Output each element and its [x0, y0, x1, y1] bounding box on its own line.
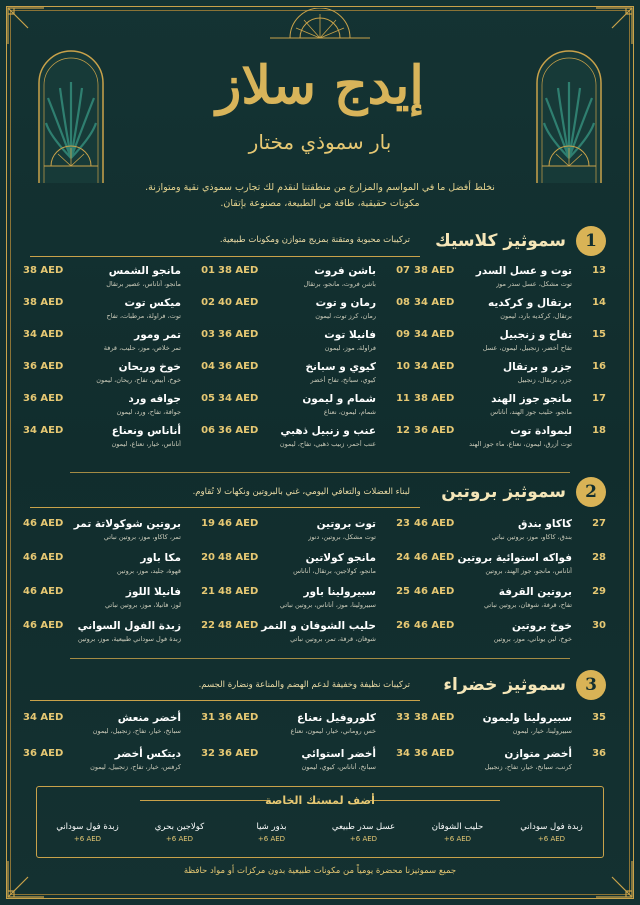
menu-item [23, 552, 215, 584]
menu-item [414, 425, 606, 457]
item-name: كاكاو بندق [518, 518, 572, 530]
item-description: جزر، برتقال، زنجبيل [517, 376, 572, 384]
item-price: 46 AED [23, 518, 64, 529]
menu-item [414, 297, 606, 329]
item-price: 34 AED [23, 712, 64, 723]
item-name: زبدة الفول السواني [77, 620, 181, 632]
menu-item [23, 329, 215, 361]
item-number: 13 [592, 265, 606, 276]
item-number: 22 [201, 620, 215, 631]
addon-price: +6 AED [165, 835, 194, 843]
item-name: مكا باور [140, 552, 181, 564]
corner-ornament-icon [594, 859, 634, 899]
item-number: 25 [396, 586, 410, 597]
item-description: تفاح أخضر، زنجبيل، ليمون، عسل [482, 344, 572, 352]
item-price: 38 AED [218, 265, 259, 276]
item-name: شمام و ليمون [302, 393, 376, 405]
section-rule [30, 700, 420, 701]
item-price: 36 AED [218, 425, 259, 436]
item-number: 11 [396, 393, 410, 404]
item-description: فراولة، موز، ليمون [324, 344, 376, 352]
item-name: خوخ بروتين [511, 620, 572, 632]
intro-text-line-2: مكونات حقيقية، طاقة من الطبيعة، مصنوعة بإتقان. [220, 198, 420, 209]
menu-item [23, 518, 215, 550]
item-name: أخضر متوازن [504, 748, 572, 760]
menu-item [218, 329, 410, 361]
menu-item [218, 712, 410, 744]
item-price: 46 AED [414, 620, 455, 631]
addon-name: زبدة فول سوداني [56, 822, 119, 832]
item-number: 17 [592, 393, 606, 404]
item-price: 46 AED [23, 552, 64, 563]
item-name: برتقال و كركديه [488, 297, 572, 309]
item-number: 30 [592, 620, 606, 631]
item-name: توت و عسل السدر [475, 265, 572, 277]
item-number: 09 [396, 329, 410, 340]
menu-item [414, 265, 606, 297]
section-title: سموثيز خضراء [443, 675, 566, 695]
section-description: تركيبات محبوبة ومتقنة بمزيج متوازن ومكونات طبيعية. [219, 235, 410, 245]
item-description: خوخ، لبن يوناني، موز، بروتين [493, 635, 572, 643]
item-price: 46 AED [23, 586, 64, 597]
item-description: خوخ، أبيض، تفاح، ريحان، ليمون [96, 376, 181, 384]
item-number: 04 [201, 361, 215, 372]
item-price: 34 AED [414, 361, 455, 372]
addon-item [45, 822, 130, 843]
item-description: كرنب، سبانخ، خيار، تفاح، زنجبيل [484, 763, 572, 771]
item-description: أناناس، مانجو، جوز الهند، بروتين [485, 567, 572, 575]
item-name: توت بروتين [316, 518, 376, 530]
section-number: 3 [576, 670, 606, 700]
item-description: عنب أحمر، زبيب ذهبي، تفاح، ليمون [279, 440, 376, 448]
addon-name: بذور شيا [256, 822, 287, 832]
addons-title: أضف لمستك الخاصة [265, 794, 375, 807]
item-name: فانيلا توت [324, 329, 376, 341]
menu-item [414, 712, 606, 744]
item-name: ليموادة توت [510, 425, 572, 437]
item-number: 20 [201, 552, 215, 563]
section-number: 1 [576, 226, 606, 256]
section-title: سموثيز بروتين [441, 482, 566, 502]
section-rule [30, 256, 420, 257]
item-name: أناناس ونعناع [111, 425, 181, 437]
item-description: جوافة، تفاح، ورد، ليمون [116, 408, 181, 416]
item-description: كيوي، سبانخ، تفاح أخضر [310, 376, 376, 384]
item-name: تمر ومور [134, 329, 181, 341]
addon-name: كولاجين بحري [154, 822, 205, 832]
item-name: عنب و زنبيل ذهبي [280, 425, 376, 437]
addon-price: +6 AED [257, 835, 286, 843]
item-name: جزر و برتقال [502, 361, 572, 373]
item-number: 33 [396, 712, 410, 723]
item-price: 36 AED [23, 393, 64, 404]
item-number: 31 [201, 712, 215, 723]
section-divider [70, 658, 570, 659]
menu-item [218, 552, 410, 584]
item-name: فانيلا اللوز [125, 586, 181, 598]
item-price: 38 AED [414, 393, 455, 404]
item-number: 36 [592, 748, 606, 759]
item-description: سبانخ، أناناس، كيوي، ليمون [301, 763, 376, 771]
section-title: سموثيز كلاسيك [435, 231, 566, 251]
menu-item [23, 393, 215, 425]
addon-price: +6 AED [73, 835, 102, 843]
menu-item [218, 393, 410, 425]
palm-arch-icon [534, 48, 604, 183]
item-name: بروتين القرفة [498, 586, 572, 598]
item-description: رمان، كرز توت، ليمون [315, 312, 376, 320]
item-number: 03 [201, 329, 215, 340]
item-description: سبيرولينا، خيار، ليمون [512, 727, 572, 735]
addon-item [509, 822, 594, 843]
item-price: 34 AED [23, 425, 64, 436]
item-price: 36 AED [23, 748, 64, 759]
footer-note: جميع سموثيزنا محضرة يومياً من مكونات طبيعية بدون مركزات أو مواد حافظة [183, 866, 457, 876]
item-number: 29 [592, 586, 606, 597]
item-price: 36 AED [218, 748, 259, 759]
item-number: 12 [396, 425, 410, 436]
item-number: 18 [592, 425, 606, 436]
item-number: 26 [396, 620, 410, 631]
item-price: 36 AED [218, 329, 259, 340]
item-description: سبانخ، خيار، تفاح، زنجبيل، ليمون [92, 727, 181, 735]
menu-item [414, 518, 606, 550]
menu-item [218, 361, 410, 393]
item-price: 36 AED [218, 712, 259, 723]
item-price: 38 AED [23, 265, 64, 276]
item-price: 46 AED [414, 518, 455, 529]
item-description: توت مشكل، بروتين، دنوز [308, 533, 376, 541]
item-number: 07 [396, 265, 410, 276]
menu-item [414, 329, 606, 361]
item-name: مانجو جوز الهند [491, 393, 572, 405]
item-number: 28 [592, 552, 606, 563]
item-description: توت مشكل، عسل سدر موز [495, 280, 572, 288]
item-name: ميكس توت [124, 297, 181, 309]
item-description: برتقال، كركديه بارد، ليمون [500, 312, 572, 320]
item-description: أناناس، خيار، نعناع، ليمون [111, 440, 181, 448]
section-header-classic [30, 226, 610, 260]
item-number: 16 [592, 361, 606, 372]
item-description: مانجو، أناناس، عصير برتقال [106, 280, 181, 288]
item-name: باشن فروت [314, 265, 376, 277]
sunburst-ornament-icon [270, 8, 370, 40]
menu-item [23, 361, 215, 393]
menu-item [23, 297, 215, 329]
menu-item [23, 712, 215, 744]
item-description: تفاح، قرفة، شوفان، بروتين نباتي [483, 601, 572, 609]
item-number: 05 [201, 393, 215, 404]
addon-price: +6 AED [349, 835, 378, 843]
item-number: 21 [201, 586, 215, 597]
menu-item [23, 620, 215, 652]
item-name: مانجو الشمس [108, 265, 181, 277]
item-price: 46 AED [218, 518, 259, 529]
item-name: سبيرولينا باور [303, 586, 376, 598]
menu-item [23, 586, 215, 618]
item-price: 46 AED [23, 620, 64, 631]
item-price: 46 AED [414, 586, 455, 597]
item-name: حليب الشوفان و التمر [261, 620, 376, 632]
item-price: 46 AED [414, 552, 455, 563]
menu-item [218, 620, 410, 652]
item-price: 38 AED [414, 712, 455, 723]
item-price: 36 AED [414, 425, 455, 436]
item-name: رمان و توت [315, 297, 376, 309]
item-description: قهوة، جليد، موز، بروتين [116, 567, 181, 575]
item-description: لوز، فانيلا، موز، بروتين نباتي [105, 601, 181, 609]
menu-item [218, 265, 410, 297]
item-description: مانجو، كولاجين، برتقال، أناناس [293, 567, 376, 575]
item-name: بروتين شوكولاتة تمر [73, 518, 181, 530]
menu-item [218, 425, 410, 457]
brand-subtitle: بار سموذي مختار [248, 130, 392, 154]
item-name: فواكه استوائية بروتين [457, 552, 572, 564]
item-number: 34 [396, 748, 410, 759]
item-description: زبدة فول سوداني طبيعية، موز، بروتين [77, 635, 181, 643]
addon-price: +6 AED [537, 835, 566, 843]
addon-price: +6 AED [443, 835, 472, 843]
menu-item [414, 620, 606, 652]
item-description: خس روماني، خيار، ليمون، نعناع [290, 727, 376, 735]
item-name: كيوي و سبانخ [305, 361, 376, 373]
item-price: 36 AED [414, 748, 455, 759]
item-number: 06 [201, 425, 215, 436]
item-price: 48 AED [218, 552, 259, 563]
menu-item [218, 748, 410, 780]
item-price: 34 AED [23, 329, 64, 340]
item-number: 01 [201, 265, 215, 276]
item-number: 14 [592, 297, 606, 308]
item-price: 48 AED [218, 586, 259, 597]
item-description: تمر خلاص، موز، حليب، قرفة [103, 344, 181, 352]
menu-item [23, 425, 215, 457]
item-number: 08 [396, 297, 410, 308]
item-price: 34 AED [414, 329, 455, 340]
menu-item [414, 748, 606, 780]
item-number: 15 [592, 329, 606, 340]
menu-item [218, 518, 410, 550]
item-description: شوفان، قرفة، تمر، بروتين نباتي [290, 635, 376, 643]
section-divider [70, 472, 570, 473]
addon-name: حليب الشوفان [431, 822, 484, 832]
corner-ornament-icon [6, 6, 46, 46]
item-name: ديتكس أخضر [114, 748, 181, 760]
item-name: مانجو كولاتين [305, 552, 376, 564]
item-name: أخضر منعش [117, 712, 181, 724]
section-rule [30, 507, 420, 508]
brand-title: إيدج سلاز [216, 55, 424, 116]
menu-item [23, 265, 215, 297]
section-description: لبناء العضلات والتعافي اليومي، غني بالبروتين ونكهات لا تُقاوم. [192, 487, 410, 497]
item-name: خوخ وريحان [118, 361, 181, 373]
menu-item [414, 552, 606, 584]
item-name: سبيرولينا وليمون [482, 712, 572, 724]
item-description: تمر، كاكاو، موز، بروتين نباتي [103, 533, 181, 541]
item-price: 38 AED [23, 297, 64, 308]
menu-item [23, 748, 215, 780]
corner-ornament-icon [6, 859, 46, 899]
menu-item [218, 586, 410, 618]
intro-text-line-1: نخلط أفضل ما في المواسم والمزارع من منطقتنا لنقدم لك تجارب سموذي نقية ومتوازنة. [145, 182, 495, 193]
section-number: 2 [576, 477, 606, 507]
menu-item [414, 361, 606, 393]
item-number: 24 [396, 552, 410, 563]
item-price: 40 AED [218, 297, 259, 308]
addon-name: عسل سدر طبيعي [331, 822, 396, 832]
item-number: 32 [201, 748, 215, 759]
item-description: توت أزرق، ليمون، نعناع، ماء جوز الهند [469, 440, 572, 448]
item-description: توت، فراولة، مرطبات، تفاح [106, 312, 181, 320]
item-number: 02 [201, 297, 215, 308]
palm-arch-icon [36, 48, 106, 183]
addon-item [415, 822, 500, 843]
item-price: 36 AED [218, 361, 259, 372]
corner-ornament-icon [594, 6, 634, 46]
section-header-green [30, 670, 610, 704]
addon-name: زبدة فول سوداني [520, 822, 583, 832]
item-description: كرفس، خيار، تفاح، زنجبيل، ليمون [90, 763, 181, 771]
item-price: 34 AED [414, 297, 455, 308]
item-number: 23 [396, 518, 410, 529]
menu-item [218, 297, 410, 329]
addon-item [321, 822, 406, 843]
item-name: كلوروفيل نعناع [296, 712, 376, 724]
item-number: 27 [592, 518, 606, 529]
addon-item [229, 822, 314, 843]
item-name: جوافه ورد [128, 393, 181, 405]
item-number: 35 [592, 712, 606, 723]
item-name: تفاح و زنجبيل [499, 329, 572, 341]
item-price: 38 AED [414, 265, 455, 276]
addon-item [137, 822, 222, 843]
item-number: 19 [201, 518, 215, 529]
item-price: 36 AED [23, 361, 64, 372]
item-number: 10 [396, 361, 410, 372]
section-header-protein [30, 477, 610, 511]
item-description: بندق، كاكاو، موز، بروتين نباتي [491, 533, 572, 541]
item-description: شمام، ليمون، نعناع [323, 408, 376, 416]
item-description: باشن فروت، مانجو، برتقال [303, 280, 376, 288]
section-description: تركيبات نظيفة وخفيفة لدعم الهضم والمناعة ونضارة الجسم. [198, 680, 410, 690]
item-description: سبيرولينا، موز، أناناس، بروتين نباتي [279, 601, 376, 609]
menu-item [414, 586, 606, 618]
item-name: أخضر استوائي [301, 748, 376, 760]
item-price: 48 AED [218, 620, 259, 631]
item-description: مانجو، حليب جوز الهند، أناناس [490, 408, 572, 416]
item-price: 34 AED [218, 393, 259, 404]
menu-item [414, 393, 606, 425]
